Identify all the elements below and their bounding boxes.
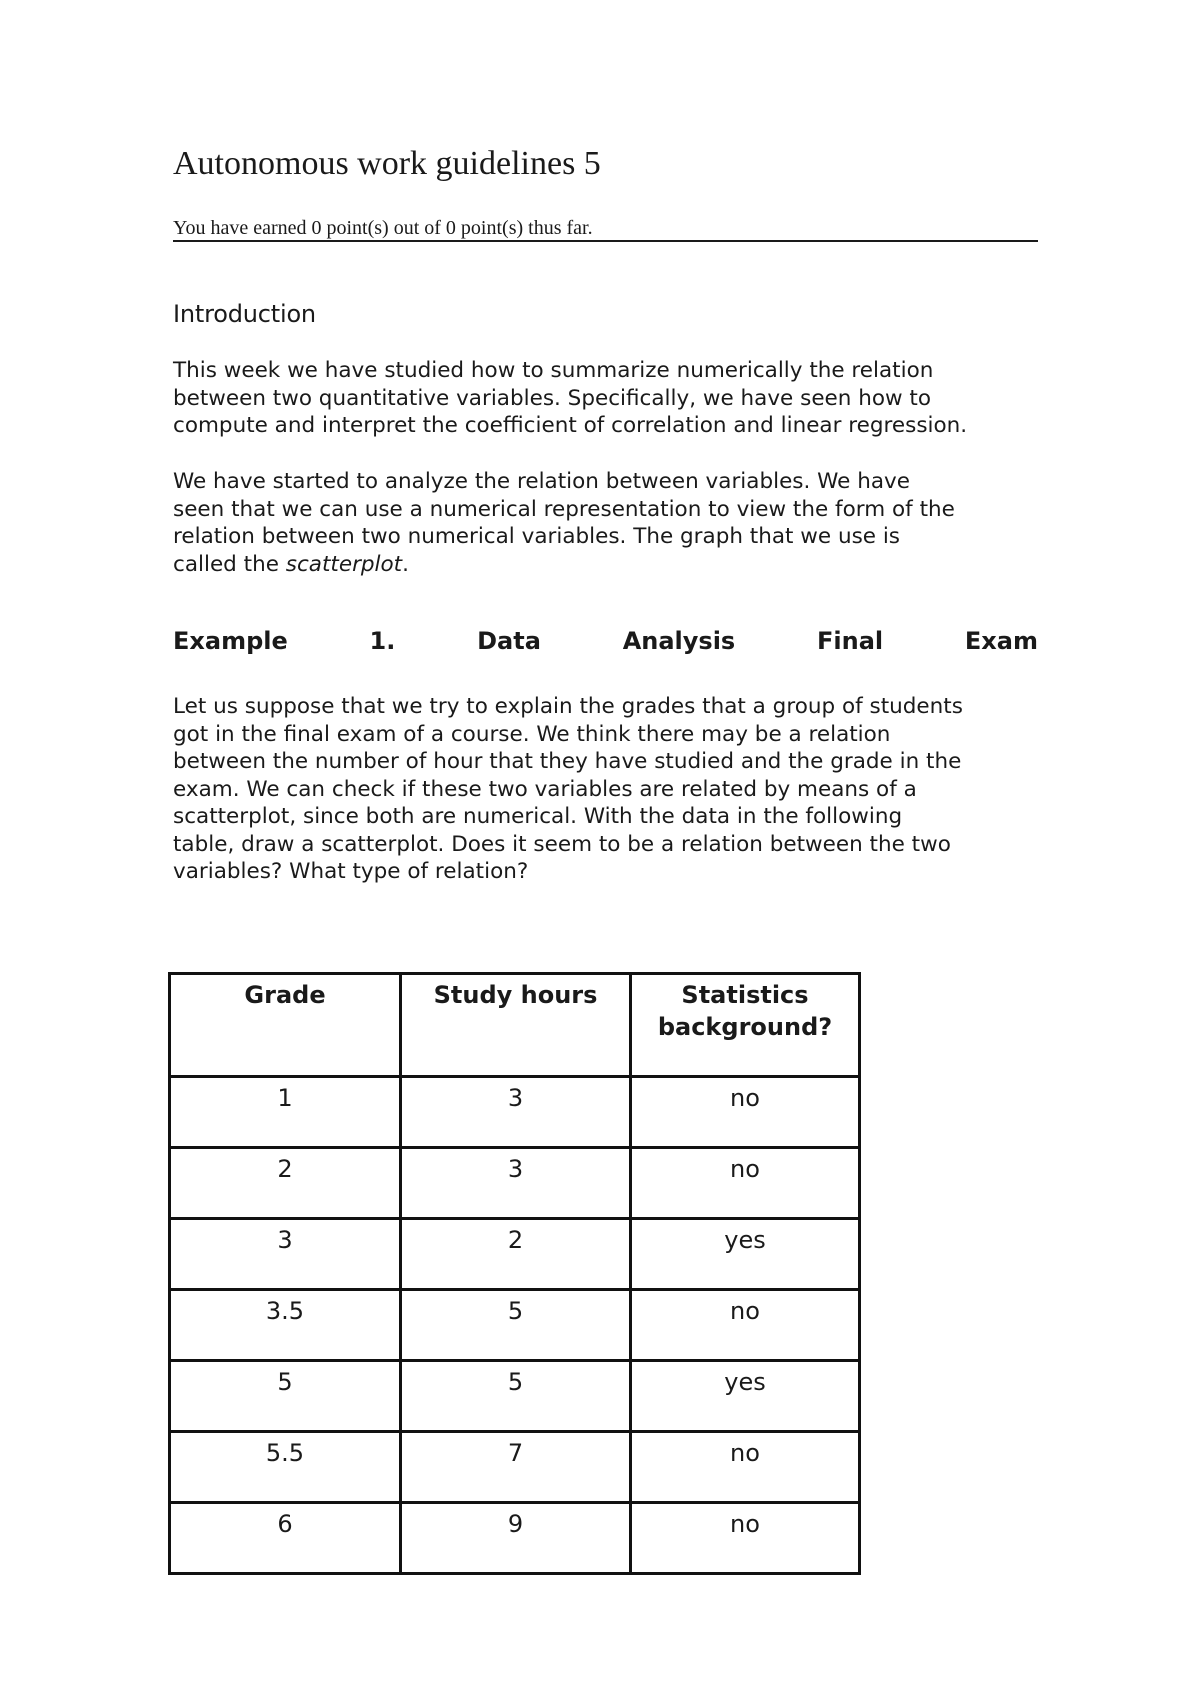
- text-line: got in the final exam of a course. We think there may be a relation: [173, 721, 891, 747]
- example-heading-word: Example: [173, 626, 288, 655]
- cell-grade: 2: [170, 1148, 401, 1219]
- scatterplot-term: scatterplot: [285, 551, 403, 577]
- cell-study-hours: 3: [401, 1077, 631, 1148]
- introduction-paragraph-1: [173, 357, 1053, 440]
- cell-grade: 5: [170, 1361, 401, 1432]
- cell-grade: 3.5: [170, 1290, 401, 1361]
- cell-grade: 3: [170, 1219, 401, 1290]
- cell-statistics-background: no: [631, 1077, 860, 1148]
- document-title: Autonomous work guidelines 5: [173, 145, 601, 182]
- table-row: [170, 1219, 860, 1290]
- cell-study-hours: 3: [401, 1148, 631, 1219]
- text-line: compute and interpret the coefficient of correlation and linear regression.: [173, 413, 968, 438]
- header-study-hours: Study hours: [401, 974, 631, 1077]
- example-heading-word: Exam: [964, 626, 1038, 655]
- text-line: scatterplot, since both are numerical. With the data in the following: [173, 804, 903, 829]
- table-row: [170, 1290, 860, 1361]
- header-line: Statistics: [681, 981, 809, 1009]
- cell-statistics-background: no: [631, 1432, 860, 1503]
- cell-study-hours: 9: [401, 1503, 631, 1574]
- table-row: [170, 1148, 860, 1219]
- introduction-paragraph-2: [173, 468, 1053, 578]
- table-row: [170, 1361, 860, 1432]
- text-line-suffix: .: [402, 551, 409, 577]
- example-heading: [173, 626, 1038, 656]
- cell-study-hours: 5: [401, 1290, 631, 1361]
- text-line: We have started to analyze the relation between variables. We have: [173, 469, 910, 494]
- cell-grade: 1: [170, 1077, 401, 1148]
- text-line: This week we have studied how to summarize numerically the relation: [173, 358, 934, 383]
- example-heading-word: 1.: [369, 626, 396, 655]
- table-row: [170, 1432, 860, 1503]
- text-line: variables? What type of relation?: [173, 859, 529, 884]
- example-heading-word: Analysis: [622, 626, 736, 655]
- cell-statistics-background: no: [631, 1148, 860, 1219]
- text-line: table, draw a scatterplot. Does it seem to be a relation between the two: [173, 831, 951, 857]
- cell-grade: 6: [170, 1503, 401, 1574]
- cell-study-hours: 5: [401, 1361, 631, 1432]
- text-line: exam. We can check if these two variables are related by means of a: [173, 776, 917, 802]
- example-heading-word: Data: [477, 626, 541, 655]
- header-grade: Grade: [170, 974, 401, 1077]
- example-heading-word: Final: [816, 626, 884, 655]
- introduction-heading: Introduction: [173, 300, 316, 328]
- header-line: background?: [657, 1013, 833, 1041]
- table-header-row: [170, 974, 860, 1077]
- cell-grade: 5.5: [170, 1432, 401, 1503]
- cell-statistics-background: yes: [631, 1361, 860, 1432]
- text-line: [173, 551, 1053, 579]
- text-line: Let us suppose that we try to explain the grades that a group of students: [173, 694, 963, 719]
- header-statistics-background: [631, 974, 860, 1077]
- text-line: between the number of hour that they have studied and the grade in the: [173, 749, 962, 774]
- cell-statistics-background: no: [631, 1503, 860, 1574]
- cell-statistics-background: yes: [631, 1219, 860, 1290]
- text-line: between two quantitative variables. Specifically, we have seen how to: [173, 385, 932, 411]
- example-paragraph: [173, 693, 1053, 886]
- table-row: [170, 1503, 860, 1574]
- text-line: relation between two numerical variables. The graph that we use is: [173, 524, 901, 549]
- text-line: seen that we can use a numerical representation to view the form of the: [173, 496, 955, 522]
- cell-study-hours: 7: [401, 1432, 631, 1503]
- points-summary: You have earned 0 point(s) out of 0 point(s) thus far.: [173, 216, 1038, 242]
- cell-study-hours: 2: [401, 1219, 631, 1290]
- text-line-prefix: called the: [173, 551, 286, 577]
- grades-table: [168, 972, 861, 1575]
- table-row: [170, 1077, 860, 1148]
- cell-statistics-background: no: [631, 1290, 860, 1361]
